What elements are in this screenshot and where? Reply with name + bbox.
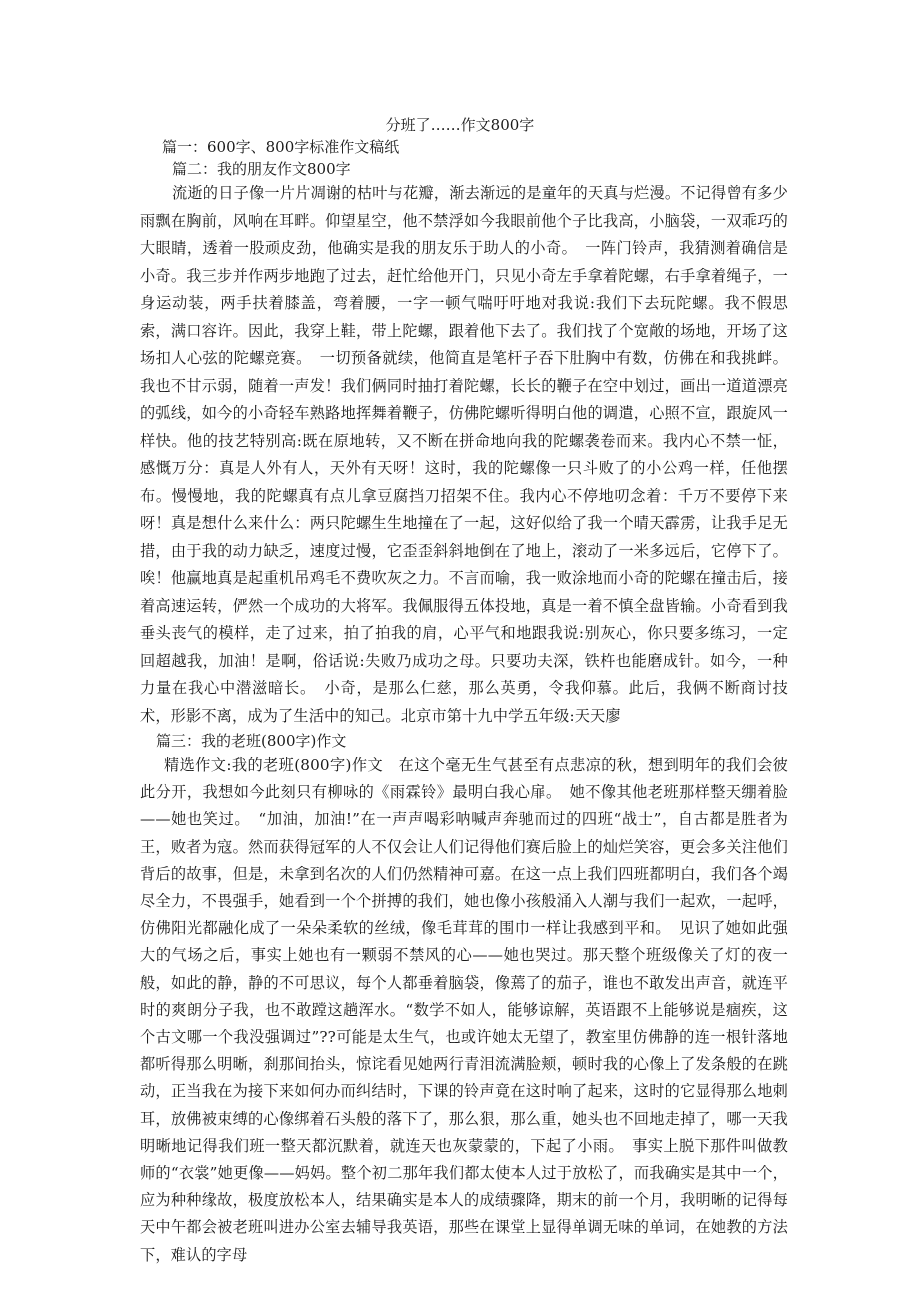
section-heading-2: 篇二：我的朋友作文800字 (172, 160, 351, 178)
section-body-3: 精选作文:我的老班(800字)作文 在这个毫无生气甚至有点悲凉的秋，想到明年的我们会彼此分开，我想如今此刻只有柳咏的《雨霖铃》最明白我心扉。 她不像其他老班那样整天绷着脸——她也笑过。 “加油，加油!”在一声声喝彩呐喊声奔驰而过的四班“战士”，自古都是胜者为王，败者为寇。然而获得冠军的人不仅会让人们记得他们赛后脸上的灿烂笑容，更会多关注他们背后的故事，但是，未拿到名次的人们仍然精神可嘉。在这一点上我们四班都明白，我们各个竭尽全力，不畏强手，她看到一个个拼搏的我们，她也像小孩般涌入人潮与我们一起欢，一起呼，仿佛阳光都融化成了一朵朵柔软的丝绒，像毛茸茸的围巾一样让我感到平和。 见识了她如此强大的气场之后，事实上她也有一颗弱不禁风的心——她也哭过。那天整个班级像关了灯的夜一般，如此的静，静的不可思议，每个人都垂着脑袋，像蔫了的茄子，谁也不敢发出声音，就连平时的爽朗分子我，也不敢蹚这趟浑水。“数学不如人，能够谅解，英语跟不上能够说是痼疾，这个古文哪一个我没强调过”??可能是太生气，也或许她太无望了，教室里仿佛静的连一根针落地都听得那么明晰，刹那间抬头，惊诧看见她两行青泪流满脸颊，顿时我的心像上了发条般的在跳动，正当我在为接下来如何办而纠结时，下课的铃声竟在这时响了起来，这时的它显得那么地刺耳，放佛被束缚的心像绑着石头般的落下了，那么狠，那么重，她头也不回地走掉了，哪一天我明晰地记得我们班一整天都沉默着，就连天也灰蒙蒙的，下起了小雨。 事实上脱下那件叫做教师的“衣裳”她更像——妈妈。整个初二那年我们都太使本人过于放松了，而我确实是其中一个，应为种种缘故，极度放松本人，结果确实是本人的成绩骤降，期末的前一个月，我明晰的记得每天中午都会被老班叫进办公室去辅导我英语，那些在课堂上显得单调无味的单词，在她教的方法下，难认的字母 (140, 756, 788, 1264)
section-body-2: 流逝的日子像一片片凋谢的枯叶与花瓣，渐去渐远的是童年的天真与烂漫。不记得曾有多少雨飘在胸前，风响在耳畔。仰望星空，他不禁浮如今我眼前他个子比我高，小脑袋，一双乖巧的大眼睛，透着一股顽皮劲，他确实是我的朋友乐于助人的小奇。 一阵门铃声，我猜测着确信是小奇。我三步并作两步地跑了过去，赶忙给他开门，只见小奇左手拿着陀螺，右手拿着绳子，一身运动装，两手扶着膝盖，弯着腰，一字一顿气喘吁吁地对我说:我们下去玩陀螺。我不假思索，满口容许。因此，我穿上鞋，带上陀螺，跟着他下去了。我们找了个宽敞的场地，开场了这场扣人心弦的陀螺竞赛。 一切预备就续，他简直是笔杆子吞下肚胸中有数，仿佛在和我挑衅。我也不甘示弱，随着一声发！我们俩同时抽打着陀螺，长长的鞭子在空中划过，画出一道道漂亮的弧线，如今的小奇轻车熟路地挥舞着鞭子，仿佛陀螺听得明白他的调遣，心照不宣，跟旋风一样快。他的技艺特别高:既在原地转，又不断在拼命地向我的陀螺袭卷而来。我内心不禁一怔，感慨万分：真是人外有人，天外有天呀！这时，我的陀螺像一只斗败了的小公鸡一样，任他摆布。慢慢地，我的陀螺真有点儿拿豆腐挡刀招架不住。我内心不停地叨念着：千万不要停下来呀！真是想什么来什么：两只陀螺生生地撞在了一起，这好似给了我一个晴天霹雳，让我手足无措，由于我的动力缺乏，速度过慢，它歪歪斜斜地倒在了地上，滚动了一米多远后，它停下了。唉！他赢地真是起重机吊鸡毛不费吹灰之力。不言而喻，我一败涂地而小奇的陀螺在撞击后，接着高速运转，俨然一个成功的大将军。我佩服得五体投地，真是一着不慎全盘皆输。小奇看到我垂头丧气的模样，走了过来，拍了拍我的肩，心平气和地跟我说:别灰心，你只要多练习，一定回超越我，加油！是啊，俗话说:失败乃成功之母。只要功夫深，铁杵也能磨成针。如今，一种力量在我心中潜滋暗长。 小奇，是那么仁慈，那么英勇，令我仰慕。此后，我俩不断商讨技术，形影不离，成为了生活中的知己。北京市第十九中学五年级:天天廖 (140, 184, 788, 725)
section-heading-1: 篇一：600字、800字标准作文稿纸 (162, 138, 400, 156)
section-heading-3: 篇三：我的老班(800字)作文 (156, 732, 347, 750)
document-title: 分班了……作文800字 (385, 116, 535, 134)
document-body (140, 136, 788, 1269)
